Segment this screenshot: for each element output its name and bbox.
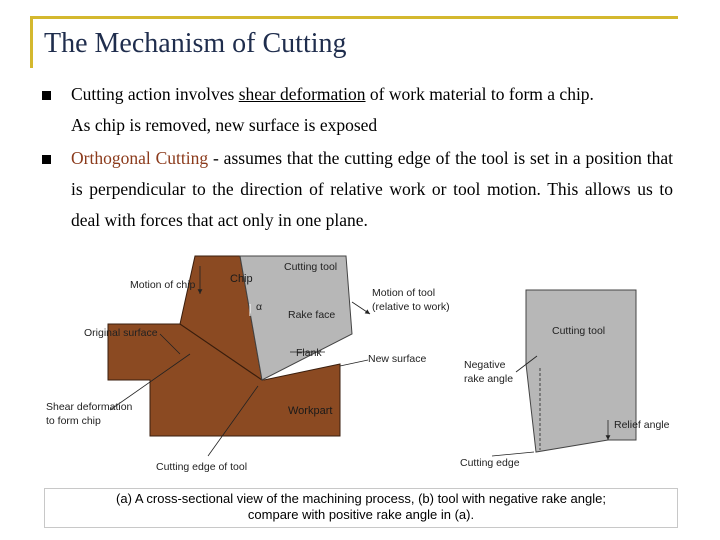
bullet-1-text-b: of work material to form a chip.	[365, 84, 594, 104]
bullet-1-line-2: As chip is removed, new surface is exposed	[71, 115, 378, 135]
title-accent-rule-vertical	[30, 16, 33, 68]
label-to-form-chip: to form chip	[46, 415, 101, 427]
label-motion-of-tool: Motion of tool	[372, 287, 436, 299]
motion-of-tool-arrow	[352, 302, 370, 314]
bullet-1	[71, 79, 673, 141]
label-rake-angle: rake angle	[464, 373, 514, 385]
orthogonal-cutting-term: Orthogonal Cutting	[71, 148, 209, 168]
slide-title: The Mechanism of Cutting	[44, 28, 347, 59]
title-accent-rule	[30, 16, 678, 19]
bullet-2	[71, 143, 673, 236]
label-workpart: Workpart	[288, 405, 333, 417]
cutting-edge-leader-b	[492, 452, 534, 456]
label-flank: Flank	[296, 347, 322, 359]
bullet-marker	[42, 91, 51, 100]
label-cutting-edge-of-tool: Cutting edge of tool	[156, 461, 248, 473]
label-relief-angle: Relief angle	[614, 419, 670, 431]
label-cutting-tool-b: Cutting tool	[552, 325, 606, 337]
new-surface-leader	[340, 360, 368, 366]
figure-caption	[44, 488, 678, 528]
bullet-marker	[42, 155, 51, 164]
label-new-surface: New surface	[368, 353, 427, 365]
shear-deformation-term: shear deformation	[238, 84, 366, 104]
label-negative: Negative	[464, 359, 506, 371]
label-relative-to-work: (relative to work)	[372, 301, 450, 313]
bullet-2-text: - assumes that the cutting edge of the tool is set in a position that is perpendicular to the direction of relative work or tool motion. This allows us to deal with forces that act only in one plane.	[71, 148, 673, 230]
label-chip: Chip	[230, 273, 253, 285]
label-cutting-tool-a: Cutting tool	[284, 261, 338, 273]
label-alpha: α	[256, 301, 263, 313]
caption-line-1: (a) A cross-sectional view of the machining process, (b) tool with negative rake angle;	[116, 491, 606, 506]
caption-line-2: compare with positive rake angle in (a).	[247, 507, 475, 522]
label-rake-face: Rake face	[288, 309, 336, 321]
cutting-diagram	[40, 244, 680, 480]
label-motion-of-chip: Motion of chip	[130, 279, 196, 291]
label-original-surface: Original surface	[84, 327, 158, 339]
label-shear-deformation: Shear deformation	[46, 401, 133, 413]
label-cutting-edge-b: Cutting edge	[460, 457, 520, 469]
bullet-1-text-a: Cutting action involves	[71, 84, 239, 104]
